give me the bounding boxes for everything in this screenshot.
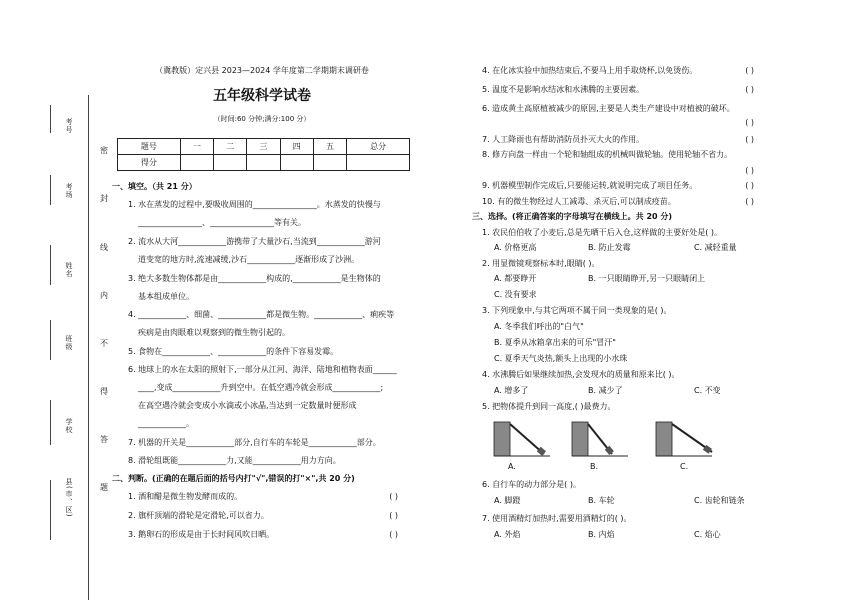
- answer-paren[interactable]: ( ): [745, 66, 754, 75]
- score-table: [117, 138, 410, 171]
- field-line: [50, 400, 51, 445]
- exam-room-label: 考场: [65, 183, 73, 199]
- incline-diagram-a: [492, 418, 552, 458]
- binding-strip: [0, 0, 108, 609]
- score-cell[interactable]: [313, 155, 346, 171]
- answer-paren[interactable]: ( ): [389, 511, 398, 520]
- choice-option: B. 夏季从冰箱拿出来的可乐"冒汗": [494, 338, 616, 347]
- choice-question: 1. 农民伯伯收了小麦后,总是先晒干后入仓,这样做的主要好处是( )。: [482, 228, 723, 237]
- fill-line: 5. 食物在____________、____________的条件下容易发霉。: [128, 347, 339, 356]
- fill-line: ____________。: [138, 419, 194, 428]
- answer-paren[interactable]: ( ): [745, 197, 754, 206]
- choice-question: 3. 下列现象中,与其它两项不属于同一类现象的是( )。: [482, 306, 672, 315]
- score-header-cell: 题号: [118, 139, 181, 155]
- score-header-cell: 二: [214, 139, 247, 155]
- score-cell[interactable]: [347, 155, 410, 171]
- fill-line: ____,变成____________升到空中。在低空遇冷就会形成____________;: [138, 383, 384, 392]
- choice-option: A. 都要睁开: [494, 274, 537, 283]
- choice-option: B. 内焰: [588, 530, 615, 539]
- answer-paren[interactable]: ( ): [745, 85, 754, 94]
- section3-heading: 三、选择。(将正确答案的字母填写在横线上。共 20 分): [472, 212, 673, 221]
- seal-char: 封: [100, 194, 108, 203]
- fill-line: 基本组成单位。: [138, 292, 194, 301]
- field-line: [50, 105, 51, 133]
- choice-question: 2. 用显微镜观察标本时,眼睛( )。: [482, 259, 600, 268]
- score-header-cell: 三: [247, 139, 280, 155]
- fill-line: 8. 滑轮组既能____________力,又能____________用力方向。: [128, 456, 341, 465]
- choice-option: C. 齿轮和链条: [694, 496, 745, 505]
- choice-question: 7. 使用酒精灯加热时,需要用酒精灯的( )。: [482, 514, 632, 523]
- seal-char: 题: [100, 483, 108, 492]
- score-row-label: 得分: [118, 155, 181, 171]
- fill-line: 3. 绝大多数生物体都是由____________构成的,____________是生物体的: [128, 274, 381, 283]
- name-label: 姓名: [65, 262, 73, 278]
- choice-option: A. 脚蹬: [494, 496, 521, 505]
- answer-paren[interactable]: ( ): [745, 181, 754, 190]
- field-line: [50, 245, 51, 285]
- choice-option: A.: [508, 462, 516, 471]
- seal-char: 不: [100, 339, 108, 348]
- judge-item: 7. 人工降雨也有帮助消防员扑灭大火的作用。: [482, 135, 645, 144]
- choice-option: B.: [590, 462, 599, 471]
- seal-char: 线: [100, 243, 108, 252]
- answer-paren[interactable]: ( ): [745, 135, 754, 144]
- fill-line: 在高空遇冷就会变成小水滴或小冰晶,当达到一定数量时便形成: [138, 401, 357, 410]
- class-label: 班级: [65, 335, 73, 351]
- seal-char: 答: [100, 435, 108, 444]
- answer-paren[interactable]: ( ): [389, 530, 398, 539]
- score-cell[interactable]: [280, 155, 313, 171]
- choice-option: B. 车轮: [588, 496, 615, 505]
- score-cell[interactable]: [247, 155, 280, 171]
- fill-line: ________________、________________等有关。: [138, 218, 306, 227]
- section1-heading: 一、填空。（共 21 分）: [112, 182, 197, 191]
- fill-line: 7. 机器的开关是____________部分,自行车的车轮是____________部分。: [128, 438, 381, 447]
- fill-line: 6. 地球上的水在太阳的照射下,一部分从江河、海洋、陆地和植物表面______: [128, 365, 397, 374]
- score-table-score-row: [118, 155, 410, 171]
- score-table-header-row: [118, 139, 410, 155]
- fill-line: 1. 水在蒸发的过程中,要吸收周围的________________。水蒸发的快慢与: [128, 200, 381, 209]
- score-header-cell: 总分: [347, 139, 410, 155]
- judge-item: 10. 有的微生物经过人工减毒、杀灭后,可以制成疫苗。: [482, 197, 676, 206]
- incline-diagram-c: [654, 418, 714, 458]
- exam-title: 五年级科学试卷: [213, 88, 311, 104]
- judge-item: 9. 机器模型制作完成后,只要能运转,就说明完成了项目任务。: [482, 181, 698, 190]
- choice-option: A. 增多了: [494, 386, 529, 395]
- answer-paren[interactable]: ( ): [389, 492, 398, 501]
- choice-option: B. 减少了: [588, 386, 623, 395]
- choice-option: A. 冬季我们呼出的"白气": [494, 322, 584, 331]
- choice-option: B. 防止发霉: [588, 243, 631, 252]
- seal-char: 密: [100, 146, 108, 155]
- choice-option: C. 夏季天气炎热,额头上出现的小水珠: [494, 354, 628, 363]
- score-header-cell: 一: [180, 139, 213, 155]
- exam-subtitle: （冀教版）定兴县 2023—2024 学年度第二学期期末调研卷: [155, 66, 369, 75]
- school-label: 学校: [65, 418, 73, 434]
- field-line: [50, 320, 51, 360]
- field-line: [50, 175, 51, 205]
- choice-option: C. 焰心: [694, 530, 721, 539]
- score-header-cell: 五: [313, 139, 346, 155]
- judge-item: 1. 酒和醋是微生物发酵而成的。: [128, 492, 243, 501]
- incline-diagram-b: [570, 418, 630, 458]
- judge-item: 8. 修方向盘一样由一个轮和轴组成的机械叫做轮轴。使用轮轴不省力。: [482, 150, 733, 159]
- fill-line: 4. ____________、细菌、____________都是微生物。____________、痢疾等: [128, 310, 395, 319]
- answer-paren[interactable]: ( ): [745, 118, 754, 127]
- choice-option: B. 一只眼睛睁开,另一只眼睛闭上: [588, 274, 706, 283]
- score-header-cell: 四: [280, 139, 313, 155]
- seal-char: 内: [100, 291, 108, 300]
- judge-item: 6. 造成黄土高原植被减少的原因,主要是人类生产建设中对植被的破坏。: [482, 104, 735, 113]
- exam-number-label: 考号: [65, 118, 73, 134]
- choice-option: C. 减轻重量: [694, 243, 737, 252]
- judge-item: 5. 温度不是影响水结冰和水沸腾的主要因素。: [482, 85, 645, 94]
- fill-line: 疾病是由肉眼难以观察到的微生物引起的。: [138, 328, 290, 337]
- choice-option: C.: [680, 462, 689, 471]
- answer-paren[interactable]: ( ): [745, 166, 754, 175]
- section2-heading: 二、判断。(正确的在题后面的括号内打"√",错误的打"×",共 20 分): [112, 474, 355, 483]
- exam-info: （时间:60 分钟;满分:100 分）: [213, 115, 311, 123]
- county-label: 县(市、区): [65, 478, 73, 518]
- field-line: [50, 480, 51, 540]
- judge-item: 2. 旗杆顶端的滑轮是定滑轮,可以省力。: [128, 511, 269, 520]
- fill-line: 道变宽的地方时,流速减缓,沙石____________逐渐形成了沙洲。: [138, 255, 360, 264]
- judge-item: 3. 鹅卵石的形成是由于长时间风吹日晒。: [128, 530, 275, 539]
- choice-option: C. 不变: [694, 386, 721, 395]
- choice-option: A. 价格更高: [494, 243, 537, 252]
- binding-line: [88, 95, 89, 600]
- choice-question: 5. 把物体提升到同一高度,( )最费力。: [482, 402, 616, 411]
- score-cell[interactable]: [180, 155, 213, 171]
- choice-question: 6. 自行车的动力部分是( )。: [482, 480, 581, 489]
- seal-char: 得: [100, 387, 108, 396]
- score-cell[interactable]: [214, 155, 247, 171]
- choice-question: 4. 水沸腾后如果继续加热,会发现水的质量和原来比( )。: [482, 370, 680, 379]
- fill-line: 2. 流水从大河____________游携带了大量沙石,当流到____________游河: [128, 237, 381, 246]
- judge-item: 4. 在化冰实验中加热结束后,不要马上用手取烧杯,以免烫伤。: [482, 66, 698, 75]
- choice-option: C. 没有要求: [494, 290, 537, 299]
- choice-option: A. 外焰: [494, 530, 521, 539]
